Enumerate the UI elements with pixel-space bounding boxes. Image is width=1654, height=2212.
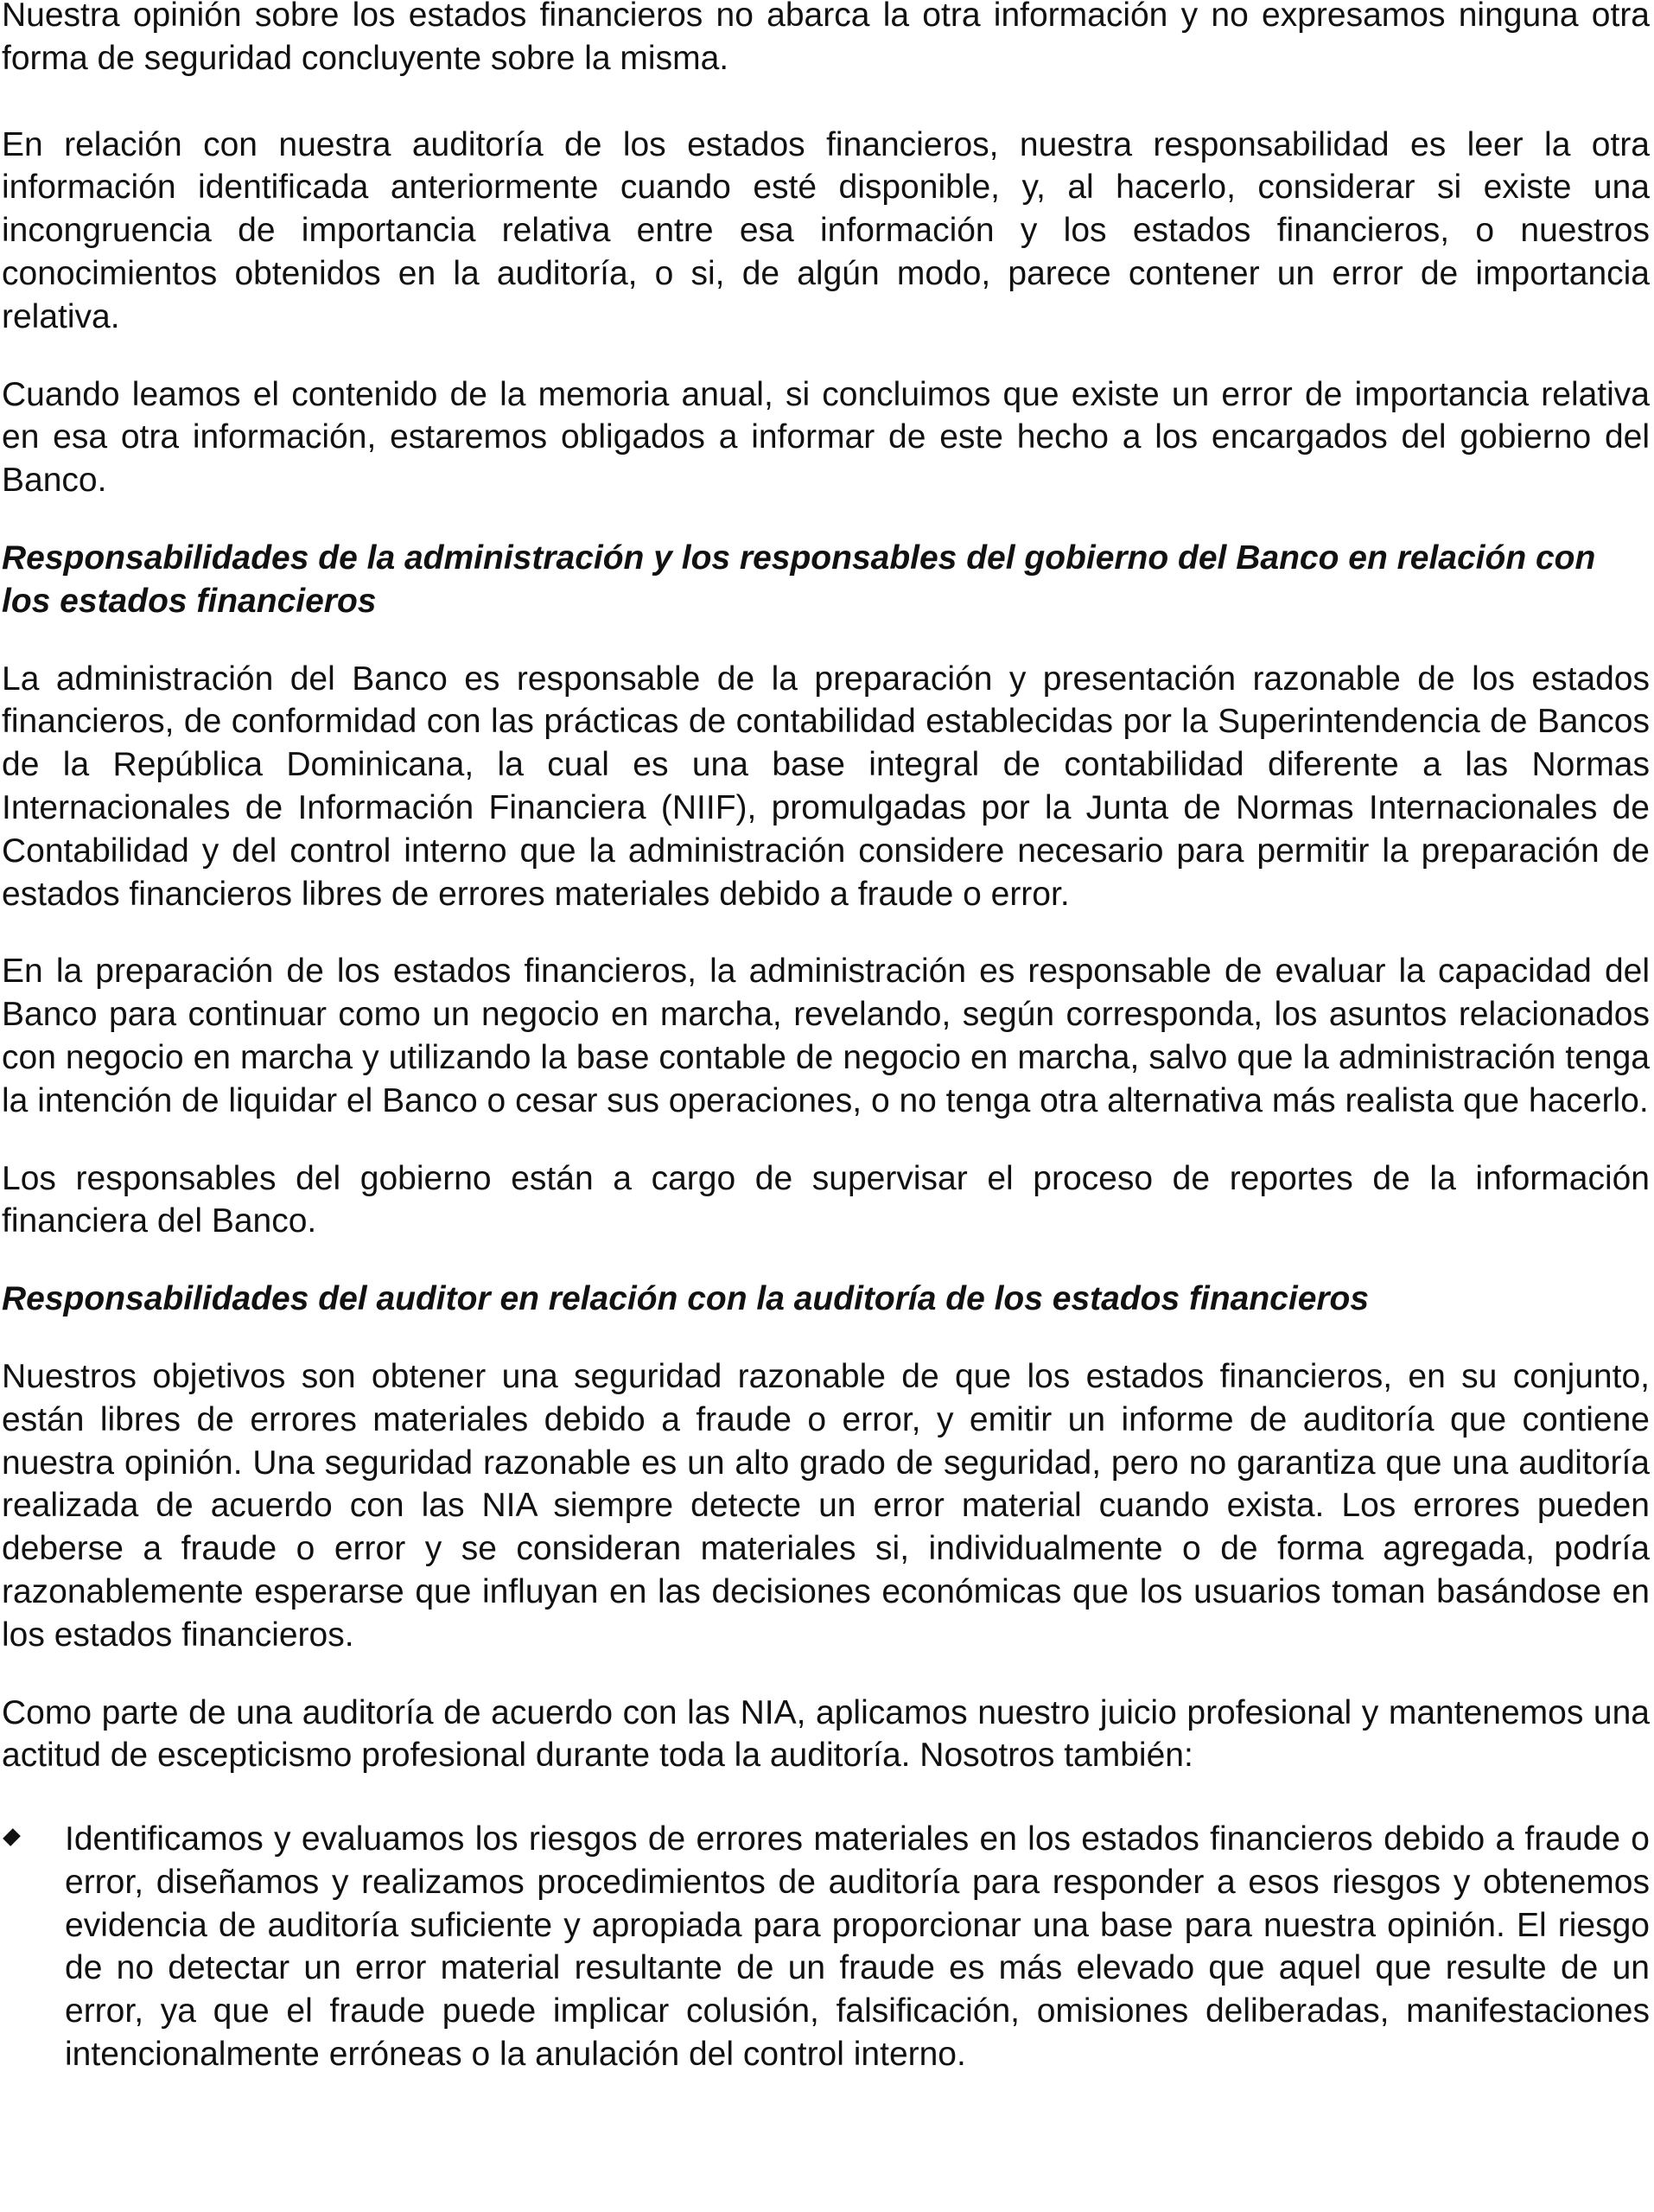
- section-heading-management-responsibilities: Responsabilidades de la administración y los responsables del gobierno del Banco en relación con los estados financieros: [2, 539, 1596, 620]
- list-item: [2, 1818, 1650, 2076]
- paragraph-going-concern: En la preparación de los estados financieros, la administración es responsable de evaluar la capacidad del Banco para continuar como un negocio en marcha, revelando, según corresponda, los asuntos relacionados con negocio en marcha y utilizando la base contable de negocio en marcha, salvo que la administración tenga la intención de liquidar el Banco o cesar sus operaciones, o no tenga otra alternativa más realista que hacerlo.: [2, 953, 1650, 1119]
- paragraph-other-information-opinion: Nuestra opinión sobre los estados financieros no abarca la otra información y no expresamos ninguna otra forma de seguridad concluyente sobre la misma.: [2, 0, 1650, 77]
- paragraph-annual-report-error: Cuando leamos el contenido de la memoria anual, si concluimos que existe un error de importancia relativa en esa otra información, estaremos obligados a informar de este hecho a los encargados del gobierno del Banco.: [2, 375, 1650, 500]
- paragraph-governance-supervision: Los responsables del gobierno están a cargo de supervisar el proceso de reportes de la información financiera del Banco.: [2, 1159, 1650, 1240]
- paragraph-management-preparation: La administración del Banco es responsable de la preparación y presentación razonable de los estados financieros, de conformidad con las prácticas de contabilidad establecidas por la Superintendencia de Bancos de la República Dominicana, la cual es una base integral de contabilidad diferente a las Normas Internacionales de Información Financiera (NIIF), promulgadas por la Junta de Normas Internacionales de Contabilidad y del control interno que la administración considere necesario para permitir la preparación de estados financieros libres de errores materiales debido a fraude o error.: [2, 660, 1650, 913]
- list-item-text: Identificamos y evaluamos los riesgos de errores materiales en los estados financieros debido a fraude o error, diseñamos y realizamos procedimientos de auditoría para responder a esos riesgos y obtenemos evidencia de auditoría suficiente y apropiada para proporcionar una base para nuestra opinión. El riesgo de no detectar un error material resultante de un fraude es más elevado que aquel que resulte de un error, ya que el fraude puede implicar colusión, falsificación, omisiones deliberadas, manifestaciones intencionalmente erróneas o la anulación del control interno.: [65, 1820, 1650, 2074]
- document-body: [2, 0, 1650, 2076]
- paragraph-auditor-reading-responsibility: En relación con nuestra auditoría de los estados financieros, nuestra responsabilidad es leer la otra información identificada anteriormente cuando esté disponible, y, al hacerlo, considerar si existe una incongruencia de importancia relativa entre esa información y los estados financieros, o nuestros conocimientos obtenidos en la auditoría, o si, de algún modo, parece contener un error de importancia relativa.: [2, 125, 1650, 335]
- paragraph-professional-judgment: Como parte de una auditoría de acuerdo con las NIA, aplicamos nuestro juicio profesional y mantenemos una actitud de escepticismo profesional durante toda la auditoría. Nosotros también:: [2, 1693, 1650, 1775]
- paragraph-audit-objectives: Nuestros objetivos son obtener una seguridad razonable de que los estados financieros, en su conjunto, están libres de errores materiales debido a fraude o error, y emitir un informe de auditoría que contiene nuestra opinión. Una seguridad razonable es un alto grado de seguridad, pero no garantiza que una auditoría realizada de acuerdo con las NIA siempre detecte un error material cuando exista. Los errores pueden deberse a fraude o error y se consideran materiales si, individualmente o de forma agregada, podría razonablemente esperarse que influyan en las decisiones económicas que los usuarios toman basándose en los estados financieros.: [2, 1357, 1650, 1654]
- section-heading-auditor-responsibilities: Responsabilidades del auditor en relación con la auditoría de los estados financieros: [2, 1280, 1370, 1318]
- diamond-bullet-icon: [3, 1828, 21, 1846]
